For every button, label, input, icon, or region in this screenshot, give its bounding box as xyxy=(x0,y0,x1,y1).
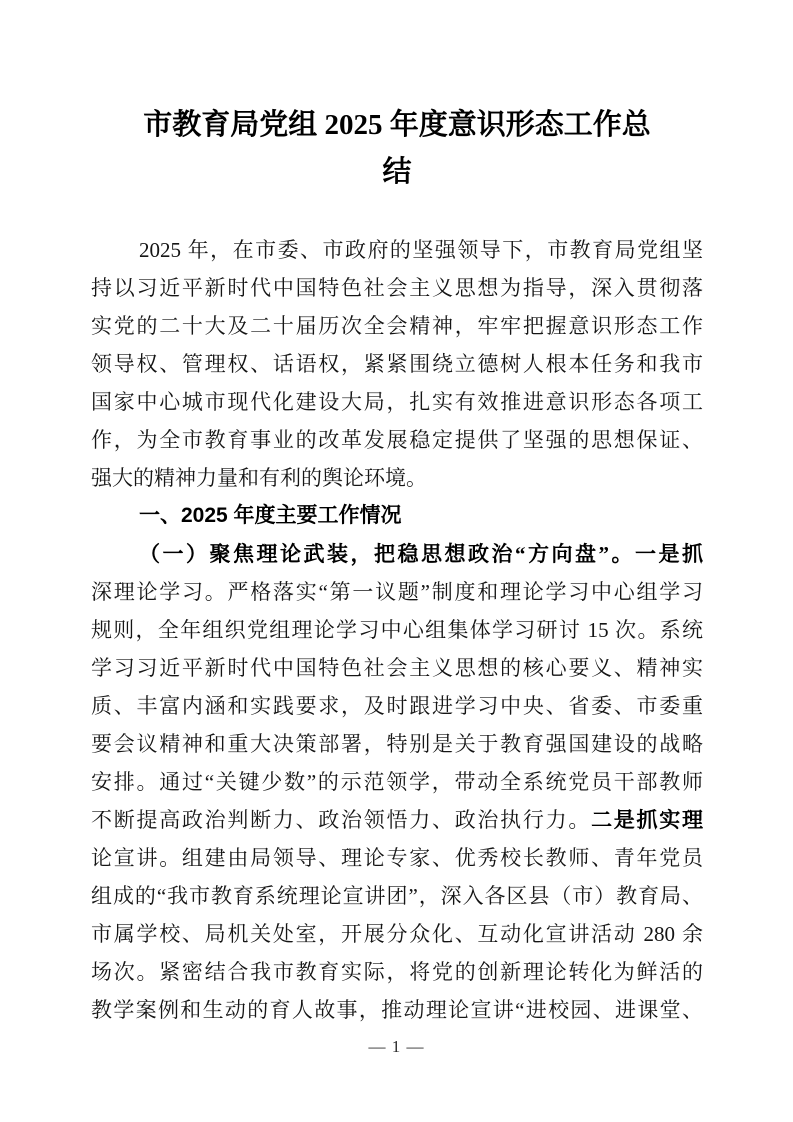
text-segment: 不断提高政治判断力、政治领悟力、政治执行力。 xyxy=(91,808,592,832)
text-segment: 质、丰富内涵和实践要求，及时跟进学习中央、省委、市委重 xyxy=(91,694,703,718)
body-line xyxy=(91,421,703,459)
text-segment: 论宣讲。组建由局领导、理论专家、优秀校长教师、青年党员 xyxy=(91,846,703,870)
emphasis-text: 二是抓实理 xyxy=(591,808,703,832)
body-line xyxy=(91,383,703,421)
body-line xyxy=(91,307,703,345)
body-line xyxy=(91,231,703,269)
text-segment: 持以习近平新时代中国特色社会主义思想为指导，深入贯彻落 xyxy=(91,276,703,300)
body-line xyxy=(91,763,703,801)
body-line xyxy=(91,345,703,383)
body-line xyxy=(91,877,703,915)
body-line xyxy=(91,649,703,687)
page-number: — 1 — xyxy=(368,1037,425,1056)
text-segment: 组成的“我市教育系统理论宣讲团”，深入各区县（市）教育局、 xyxy=(91,884,703,908)
body-line xyxy=(91,573,703,611)
text-segment: 国家中心城市现代化建设大局，扎实有效推进意识形态各项工 xyxy=(91,390,703,414)
text-segment: 场次。紧密结合我市教育实际，将党的创新理论转化为鲜活的 xyxy=(91,960,703,984)
document-body xyxy=(91,231,703,1029)
text-segment: 深理论学习。严格落实“第一议题”制度和理论学习中心组学习 xyxy=(91,580,703,604)
text-segment: 安排。通过“关键少数”的示范领学，带动全系统党员干部教师 xyxy=(91,770,703,794)
text-segment: 实党的二十大及二十届历次全会精神，牢牢把握意识形态工作 xyxy=(91,314,703,338)
text-segment: 要会议精神和重大决策部署，特别是关于教育强国建设的战略 xyxy=(91,732,703,756)
body-line xyxy=(91,953,703,991)
section-heading xyxy=(91,497,703,535)
text-segment: 2025 年，在市委、市政府的坚强领导下，市教育局党组坚 xyxy=(139,238,703,262)
body-line xyxy=(91,687,703,725)
document-title-line: 市教育局党组 2025 年度意识形态工作总 xyxy=(143,109,651,141)
text-segment: 学习习近平新时代中国特色社会主义思想的核心要义、精神实 xyxy=(91,656,703,680)
body-line xyxy=(91,801,703,839)
text-segment: 强大的精神力量和有利的舆论环境。 xyxy=(91,466,427,490)
text-segment: 作，为全市教育事业的改革发展稳定提供了坚强的思想保证、 xyxy=(91,428,703,452)
text-segment: 领导权、管理权、话语权，紧紧围绕立德树人根本任务和我市 xyxy=(91,352,703,376)
body-line xyxy=(91,269,703,307)
emphasis-text: （一）聚焦理论武装，把稳思想政治“方向盘”。一是抓 xyxy=(139,542,703,566)
body-line xyxy=(91,725,703,763)
body-line xyxy=(91,915,703,953)
document-title-line: 结 xyxy=(382,156,412,188)
body-line xyxy=(91,611,703,649)
text-segment: 教学案例和生动的育人故事，推动理论宣讲“进校园、进课堂、 xyxy=(91,998,703,1022)
body-line xyxy=(91,991,703,1029)
text-segment: 规则，全年组织党组理论学习中心组集体学习研讨 15 次。系统 xyxy=(91,618,703,642)
text-segment: 市属学校、局机关处室，开展分众化、互动化宣讲活动 280 余 xyxy=(91,922,703,946)
body-line xyxy=(91,839,703,877)
body-line xyxy=(91,459,703,497)
emphasis-text: 一、2025 年度主要工作情况 xyxy=(139,504,402,527)
document-title xyxy=(91,102,703,196)
body-line xyxy=(91,535,703,573)
